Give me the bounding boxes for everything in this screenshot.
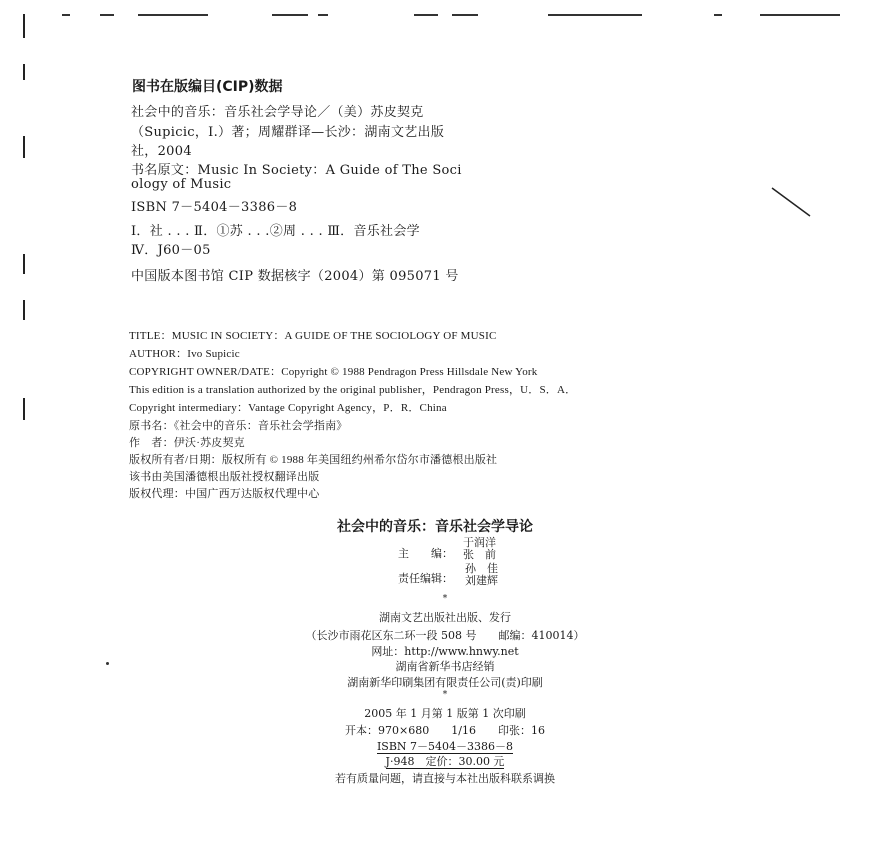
quality-notice: 若有质量问题，请直接与本社出版科联系调换 bbox=[335, 772, 555, 785]
printer: 湖南新华印刷集团有限责任公司(责)印刷 bbox=[347, 676, 543, 689]
rights-line: COPYRIGHT OWNER/DATE：Copyright © 1988 Pendragon Press Hillsdale New York bbox=[129, 366, 538, 378]
format-info: 开本：970×680 1/16 印张：16 bbox=[345, 724, 545, 737]
translator-label: 主 编： bbox=[398, 547, 453, 560]
distributor: 湖南省新华书店经销 bbox=[395, 660, 495, 673]
imprint-isbn: ISBN 7－5404－3386－8 bbox=[376, 740, 514, 753]
rights-line: 该书由美国潘德根出版社授权翻译出版 bbox=[129, 471, 320, 483]
scan-stray-mark bbox=[770, 186, 814, 220]
rights-line: 原书名：《社会中的音乐：音乐社会学指南》 bbox=[129, 420, 348, 432]
cip-line: 社，2004 bbox=[131, 144, 192, 159]
scan-edge-mark bbox=[23, 136, 25, 158]
cip-number: 中国版本图书馆 CIP 数据核字（2004）第 095071 号 bbox=[131, 269, 459, 284]
scan-edge-mark bbox=[23, 64, 25, 80]
rights-line: Copyright intermediary：Vantage Copyright Agency，P．R．China bbox=[129, 402, 447, 414]
editor-name: 刘建辉 bbox=[465, 574, 498, 587]
rights-line: TITLE：MUSIC IN SOCIETY：A GUIDE OF THE SOCIOLOGY OF MUSIC bbox=[129, 330, 497, 342]
publisher: 湖南文艺出版社出版、发行 bbox=[379, 611, 511, 624]
scan-edge-mark bbox=[23, 254, 25, 274]
imprint-isbn-wrap bbox=[0, 738, 870, 754]
cip-isbn: ISBN 7－5404－3386－8 bbox=[131, 200, 298, 215]
scan-top-dash bbox=[452, 14, 478, 16]
editor-name: 孙 佳 bbox=[465, 562, 498, 575]
rights-line: This edition is a translation authorized by the original publisher，Pendragon Press，U．S．A． bbox=[129, 384, 577, 396]
cip-line: ology of Music bbox=[131, 177, 232, 192]
scan-edge-mark bbox=[23, 398, 25, 420]
publisher-website: 网址：http://www.hnwy.net bbox=[371, 645, 519, 658]
cip-line: （Supicic，I.）著；周耀群译—长沙：湖南文艺出版 bbox=[131, 125, 445, 140]
rights-line: 版权代理：中国广西万达版权代理中心 bbox=[129, 488, 320, 500]
scan-top-dash bbox=[414, 14, 438, 16]
rights-line: AUTHOR：Ivo Supicic bbox=[129, 348, 240, 360]
editor-names bbox=[465, 563, 498, 587]
cip-line: 书名原文：Music In Society：A Guide of The Soci bbox=[131, 163, 462, 178]
scan-top-dash bbox=[548, 14, 642, 16]
edition-info: 2005 年 1 月第 1 版第 1 次印刷 bbox=[364, 707, 526, 720]
scan-top-dash bbox=[760, 14, 840, 16]
cip-classification: Ⅳ．J60－05 bbox=[131, 243, 211, 258]
imprint-title: 社会中的音乐：音乐社会学导论 bbox=[337, 519, 533, 535]
rights-line: 作 者：伊沃·苏皮契克 bbox=[129, 437, 245, 449]
price-info: J·948 定价：30.00 元 bbox=[385, 755, 505, 768]
scan-top-dash bbox=[62, 14, 70, 16]
translator-name: 张 前 bbox=[463, 548, 496, 561]
scan-top-dash bbox=[272, 14, 308, 16]
price-wrap bbox=[0, 753, 870, 769]
separator-star: * bbox=[442, 690, 448, 700]
cip-line: 社会中的音乐：音乐社会学导论／（美）苏皮契克 bbox=[131, 105, 424, 120]
translator-names bbox=[463, 537, 496, 561]
scan-top-dash bbox=[100, 14, 114, 16]
rights-line: 版权所有者/日期：版权所有 © 1988 年美国纽约州希尔岱尔市潘德根出版社 bbox=[129, 454, 498, 466]
scan-top-dash bbox=[714, 14, 722, 16]
separator-star: * bbox=[442, 594, 448, 604]
editor-label: 责任编辑： bbox=[398, 572, 453, 585]
translator-name: 于润洋 bbox=[463, 536, 496, 549]
scan-edge-mark bbox=[23, 300, 25, 320]
cip-classification: Ⅰ．社 . . . Ⅱ．①苏 . . .②周 . . . Ⅲ．音乐社会学 bbox=[131, 224, 420, 239]
scan-edge-mark bbox=[23, 14, 25, 38]
scan-top-dash bbox=[138, 14, 208, 16]
scan-top-dash bbox=[318, 14, 328, 16]
cip-heading: 图书在版编目(CIP)数据 bbox=[132, 79, 283, 95]
publisher-address: （长沙市雨花区东二环一段 508 号 邮编：410014） bbox=[305, 629, 585, 642]
